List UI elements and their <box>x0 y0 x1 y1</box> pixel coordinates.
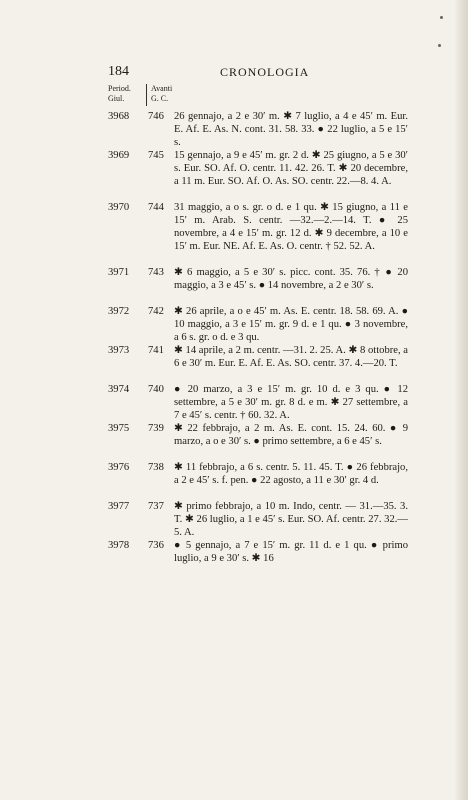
julian-year: 3970 <box>108 202 130 213</box>
chronology-entry <box>108 500 408 539</box>
julian-year: 3975 <box>108 423 130 434</box>
julian-year: 3976 <box>108 462 130 473</box>
eclipse-text: ✱ 26 aprile, a o e 45′ m. As. E. centr. 18. 58. 69. A. ● 10 maggio, a 3 e 15′ m. gr. 9 d. e 1 qu. ● 3 novembre, a 6 s. gr. o d. e 3 qu. <box>174 306 408 343</box>
chronology-entry <box>108 539 408 565</box>
julian-year: 3971 <box>108 267 130 278</box>
julian-year: 3974 <box>108 384 130 395</box>
eclipse-text: 26 gennajo, a 2 e 30′ m. ✱ 7 luglio, a 4 e 45′ m. Eur. E. Af. E. As. N. cont. 31. 58. 33. ● 22 luglio, a 5 e 15′ s. <box>174 111 408 148</box>
julian-year: 3972 <box>108 306 130 317</box>
chronology-entry <box>108 305 408 344</box>
eclipse-text: ● 20 marzo, a 3 e 15′ m. gr. 10 d. e 3 qu. ● 12 settembre, a 5 e 30′ m. gr. 8 d. e m. ✱ 27 settembre, a 7 e 45′ s. centr. † 60. 32. A. <box>174 384 408 421</box>
chronology-entry <box>108 149 408 201</box>
chronology-entry <box>108 110 408 149</box>
col-before: Avanti G. C. <box>146 84 172 106</box>
year-before-christ: 744 <box>148 202 164 213</box>
year-before-christ: 745 <box>148 150 164 161</box>
eclipse-text: 15 gennajo, a 9 e 45′ m. gr. 2 d. ✱ 25 giugno, a 5 e 30′ s. Eur. SO. Af. O. centr. 11. 42. 26. T. ✱ 20 decembre, a 11 m. Eur. SO. Af. O. As. SO. centr. 22.—8. 4. A. <box>174 150 408 187</box>
eclipse-text: 31 maggio, a o s. gr. o d. e 1 qu. ✱ 15 giugno, a 11 e 15′ m. Arab. S. centr. —32.—2.—14. T. ● 25 novembre, a 4 e 15′ m. gr. 12 d. ✱ 9 decembre, a 10 e 15′ m. Eur. NE. Af. E. As. O. centr. † 52. 52. A. <box>174 202 408 252</box>
year-before-christ: 736 <box>148 540 164 551</box>
chronology-entry <box>108 422 408 461</box>
eclipse-text: ✱ 6 maggio, a 5 e 30′ s. picc. cont. 35. 76. † ● 20 maggio, a 3 e 45′ s. ● 14 novembre, a 2 e 30′ s. <box>174 267 408 291</box>
eclipse-text: ✱ 11 febbrajo, a 6 s. centr. 5. 11. 45. T. ● 26 febbrajo, a 2 e 45′ s. f. pen. ● 22 agosto, a 11 e 30′ gr. 4 d. <box>174 462 408 486</box>
year-before-christ: 740 <box>148 384 164 395</box>
julian-year: 3969 <box>108 150 130 161</box>
year-before-christ: 737 <box>148 501 164 512</box>
chronology-entry <box>108 461 408 500</box>
col-period: Period. Giul. <box>108 84 131 103</box>
eclipse-text: ✱ 14 aprile, a 2 m. centr. —31. 2. 25. A. ✱ 8 ottobre, a 6 e 30′ m. Eur. E. Af. E. As. SO. centr. 37. 4.—20. T. <box>174 345 408 369</box>
year-before-christ: 739 <box>148 423 164 434</box>
page-spine-shadow <box>454 0 468 800</box>
year-before-christ: 746 <box>148 111 164 122</box>
chronology-entry <box>108 344 408 383</box>
julian-year: 3968 <box>108 111 130 122</box>
running-title: CRONOLOGIA <box>220 65 310 79</box>
eclipse-text: ✱ 22 febbrajo, a 2 m. As. E. cont. 15. 24. 60. ● 9 marzo, a o e 30′ s. ● primo settembre, a 6 e 45′ s. <box>174 423 408 447</box>
chronology-list <box>108 110 408 565</box>
year-before-christ: 738 <box>148 462 164 473</box>
julian-year: 3973 <box>108 345 130 356</box>
speck <box>440 16 443 19</box>
page-header <box>108 64 404 80</box>
chronology-entry <box>108 383 408 422</box>
year-before-christ: 742 <box>148 306 164 317</box>
year-before-christ: 743 <box>148 267 164 278</box>
eclipse-text: ● 5 gennajo, a 7 e 15′ m. gr. 11 d. e 1 qu. ● primo luglio, a 9 e 30′ s. ✱ 16 <box>174 540 408 564</box>
page-number: 184 <box>108 64 129 79</box>
julian-year: 3978 <box>108 540 130 551</box>
column-headers <box>108 84 188 110</box>
eclipse-text: ✱ primo febbrajo, a 10 m. Indo, centr. — 31.—35. 3. T. ✱ 26 luglio, a 1 e 45′ s. Eur. SO. Af. centr. 27. 32.—5. A. <box>174 501 408 538</box>
chronology-entry <box>108 201 408 266</box>
year-before-christ: 741 <box>148 345 164 356</box>
chronology-entry <box>108 266 408 305</box>
julian-year: 3977 <box>108 501 130 512</box>
speck <box>438 44 441 47</box>
